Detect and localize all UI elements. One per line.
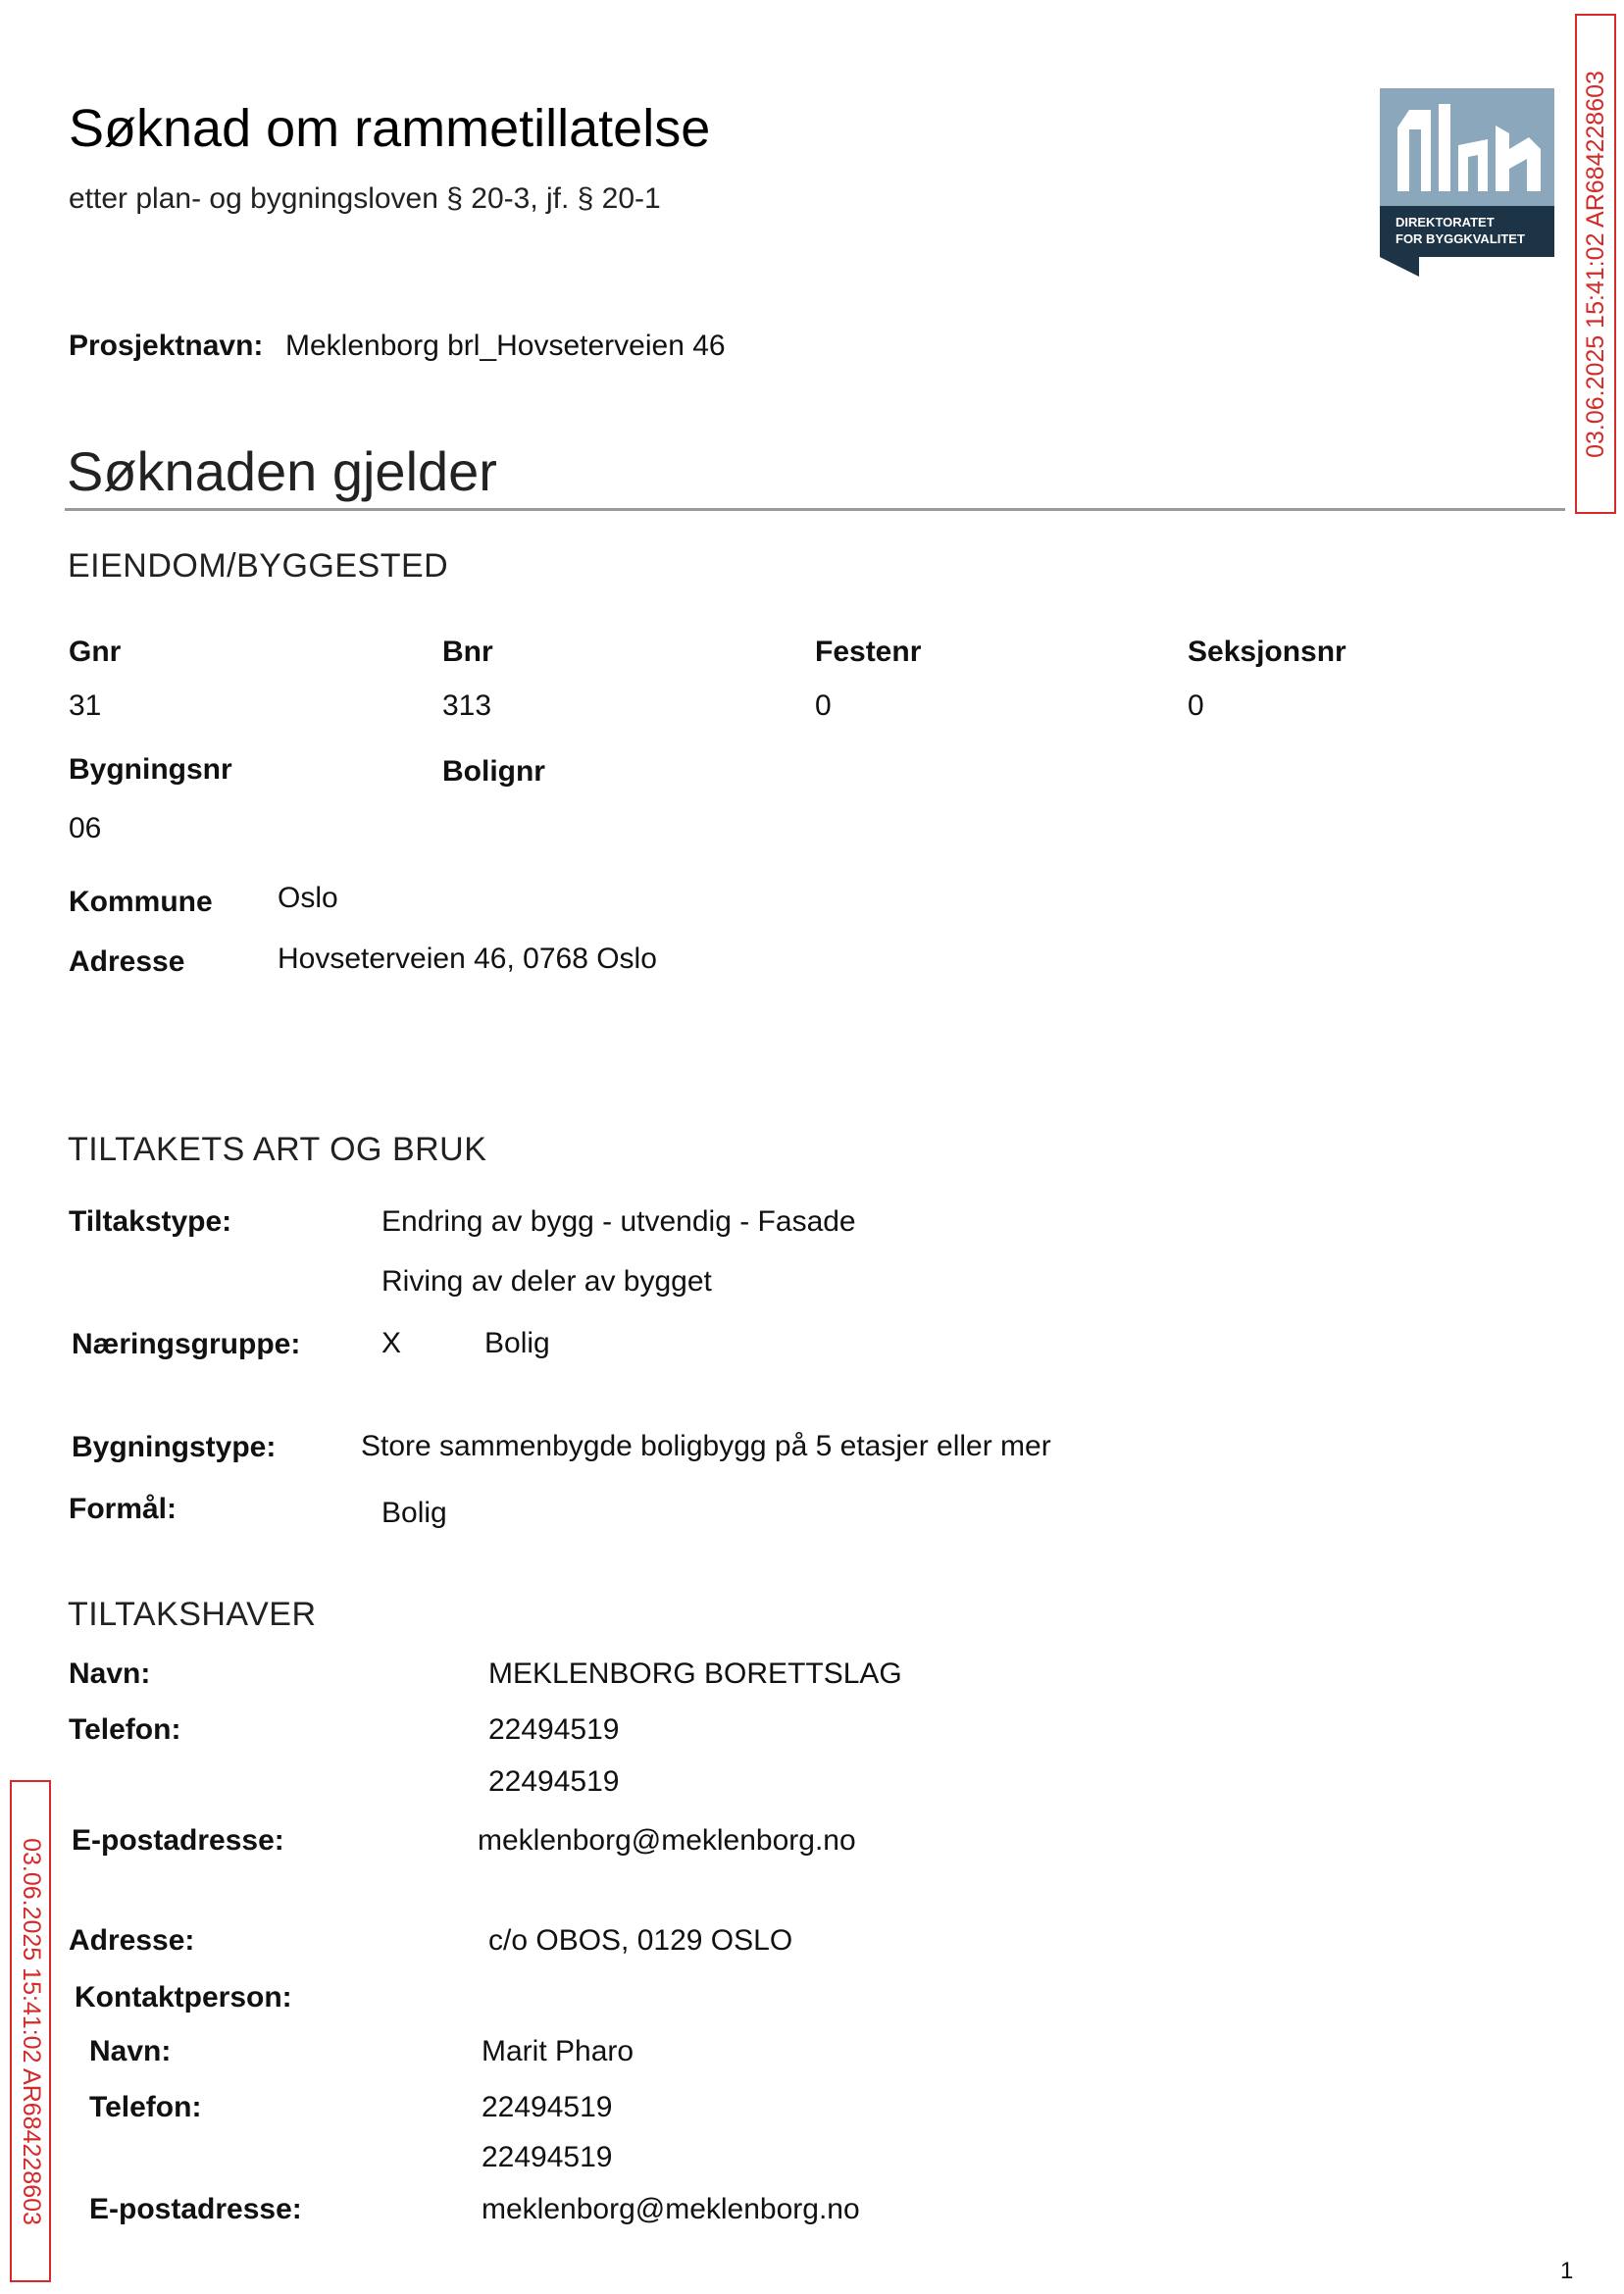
kommune-value: Oslo bbox=[278, 882, 338, 914]
dibk-logo-icon bbox=[1380, 88, 1554, 277]
page-title: Søknad om rammetillatelse bbox=[69, 99, 711, 158]
gnr-label: Gnr bbox=[69, 636, 122, 668]
naeringsgruppe-value: Bolig bbox=[484, 1327, 550, 1359]
bygningstype-label: Bygningstype: bbox=[72, 1431, 277, 1463]
section-heading-tiltak: TILTAKETS ART OG BRUK bbox=[68, 1131, 487, 1168]
bnr-label: Bnr bbox=[442, 636, 493, 668]
adresse-value: Hovseterveien 46, 0768 Oslo bbox=[278, 943, 657, 975]
tiltakshaver-adresse-label: Adresse: bbox=[69, 1924, 195, 1957]
svg-text:FOR BYGGKVALITET: FOR BYGGKVALITET bbox=[1396, 231, 1525, 246]
kontakt-navn-label: Navn: bbox=[89, 2035, 172, 2067]
bygningsnr-value: 06 bbox=[69, 812, 102, 844]
formaal-value: Bolig bbox=[381, 1497, 447, 1529]
project-name-value: Meklenborg brl_Hovseterveien 46 bbox=[285, 330, 726, 362]
tiltakshaver-telefon-label: Telefon: bbox=[69, 1713, 181, 1746]
tiltakshaver-navn-value: MEKLENBORG BORETTSLAG bbox=[488, 1657, 902, 1690]
bygningstype-value: Store sammenbygde boligbygg på 5 etasjer eller mer bbox=[361, 1430, 1051, 1462]
kontakt-epost-value: meklenborg@meklenborg.no bbox=[482, 2193, 860, 2225]
page-subtitle: etter plan- og bygningsloven § 20-3, jf. § 20-1 bbox=[69, 182, 661, 215]
formaal-label: Formål: bbox=[69, 1493, 178, 1525]
bnr-value: 313 bbox=[442, 689, 492, 722]
kontakt-telefon-value: 22494519 bbox=[482, 2141, 613, 2173]
date-stamp-top: 03.06.2025 15:41:02 AR684228603 bbox=[1575, 14, 1616, 514]
seksjonsnr-value: 0 bbox=[1188, 689, 1204, 722]
page-number: 1 bbox=[1560, 2258, 1574, 2284]
tiltakshaver-navn-label: Navn: bbox=[69, 1657, 151, 1690]
section-heading-property: EIENDOM/BYGGESTED bbox=[68, 547, 449, 585]
dibk-logo bbox=[1380, 88, 1554, 277]
kontakt-epost-label: E-postadresse: bbox=[89, 2193, 302, 2225]
kommune-label: Kommune bbox=[69, 886, 213, 918]
kontaktperson-label: Kontaktperson: bbox=[75, 1981, 292, 2014]
date-stamp-left: 03.06.2025 15:41:02 AR684228603 bbox=[10, 1780, 51, 2282]
festenr-value: 0 bbox=[815, 689, 832, 722]
heading-divider bbox=[65, 508, 1565, 511]
kontakt-telefon-label: Telefon: bbox=[89, 2091, 202, 2123]
kontakt-navn-value: Marit Pharo bbox=[482, 2035, 634, 2067]
gnr-value: 31 bbox=[69, 689, 102, 722]
tiltakstype-value: Riving av deler av bygget bbox=[381, 1265, 712, 1298]
tiltakshaver-epost-value: meklenborg@meklenborg.no bbox=[478, 1824, 856, 1857]
main-heading: Søknaden gjelder bbox=[67, 440, 497, 502]
project-name-label: Prosjektnavn: bbox=[69, 330, 264, 362]
naeringsgruppe-label: Næringsgruppe: bbox=[72, 1328, 301, 1360]
festenr-label: Festenr bbox=[815, 636, 922, 668]
seksjonsnr-label: Seksjonsnr bbox=[1188, 636, 1346, 668]
tiltakshaver-epost-label: E-postadresse: bbox=[72, 1824, 284, 1857]
tiltakshaver-telefon-value: 22494519 bbox=[488, 1765, 620, 1798]
bolignr-label: Bolignr bbox=[442, 755, 545, 788]
svg-text:DIREKTORATET: DIREKTORATET bbox=[1396, 215, 1495, 229]
tiltakstype-label: Tiltakstype: bbox=[69, 1205, 232, 1238]
tiltakshaver-adresse-value: c/o OBOS, 0129 OSLO bbox=[488, 1924, 793, 1957]
section-heading-tiltakshaver: TILTAKSHAVER bbox=[68, 1596, 317, 1633]
bygningsnr-label: Bygningsnr bbox=[69, 753, 232, 786]
tiltakstype-value: Endring av bygg - utvendig - Fasade bbox=[381, 1205, 856, 1238]
tiltakshaver-telefon-value: 22494519 bbox=[488, 1713, 620, 1746]
adresse-label: Adresse bbox=[69, 945, 185, 978]
naeringsgruppe-code: X bbox=[381, 1327, 402, 1359]
kontakt-telefon-value: 22494519 bbox=[482, 2091, 613, 2123]
